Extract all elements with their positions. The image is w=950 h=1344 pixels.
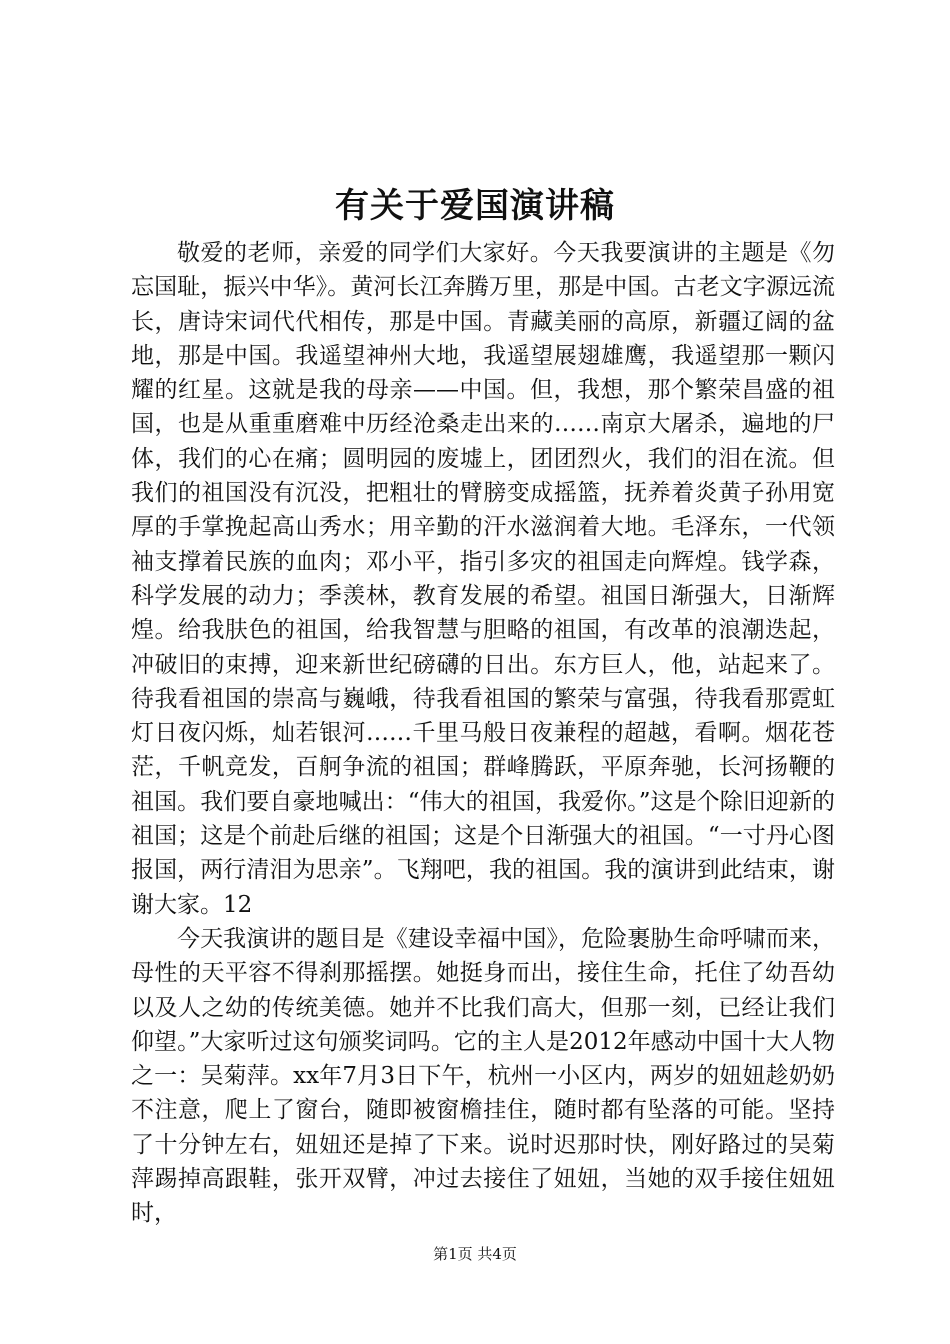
document-body <box>131 236 835 1231</box>
paragraph-1: 敬爱的老师，亲爱的同学们大家好。今天我要演讲的主题是《勿忘国耻，振兴中华》。黄河长江奔腾万里，那是中国。古老文字源远流长，唐诗宋词代代相传，那是中国。青藏美丽的高原，新疆辽阔的盆地，那是中国。我遥望神州大地，我遥望展翅雄鹰，我遥望那一颗闪耀的红星。这就是我的母亲——中国。但，我想，那个繁荣昌盛的祖国，也是从重重磨难中历经沧桑走出来的……南京大屠杀，遍地的尸体，我们的心在痛；圆明园的废墟上，团团烈火，我们的泪在流。但我们的祖国没有沉没，把粗壮的臂膀变成摇篮，抚养着炎黄子孙用宽厚的手掌挽起高山秀水；用辛勤的汗水滋润着大地。毛泽东，一代领袖支撑着民族的血肉；邓小平，指引多灾的祖国走向辉煌。钱学森，科学发展的动力；季羡林，教育发展的希望。祖国日渐强大，日渐辉煌。给我肤色的祖国，给我智慧与胆略的祖国，有改革的浪潮迭起，冲破旧的束搏，迎来新世纪磅礴的日出。东方巨人，他，站起来了。待我看祖国的崇高与巍峨，待我看祖国的繁荣与富强，待我看那霓虹灯日夜闪烁，灿若银河……千里马般日夜兼程的超越，看啊。烟花苍茫，千帆竞发，百舸争流的祖国；群峰腾跃，平原奔驰，长河扬鞭的祖国。我们要自豪地喊出：“伟大的祖国，我爱你。”这是个除旧迎新的祖国；这是个前赴后继的祖国；这是个日渐强大的祖国。“一寸丹心图报国，两行清泪为思亲”。飞翔吧，我的祖国。我的演讲到此结束，谢谢大家。12 <box>131 240 835 918</box>
paragraph-2: 今天我演讲的题目是《建设幸福中国》，危险裹胁生命呼啸而来，母性的天平容不得刹那摇摆。她挺身而出，接住生命，托住了幼吾幼以及人之幼的传统美德。她并不比我们高大，但那一刻，已经让我们仰望。”大家听过这句颁奖词吗。它的主人是2012年感动中国十大人物之一：吴菊萍。xx年7月3日下午，杭州一小区内，两岁的妞妞趁奶奶不注意，爬上了窗台，随即被窗檐挂住，随时都有坠落的可能。坚持了十分钟左右，妞妞还是掉了下来。说时迟那时快，刚好路过的吴菊萍踢掉高跟鞋，张开双臂，冲过去接住了妞妞，当她的双手接住妞妞时， <box>131 925 835 1227</box>
page-footer: 第1页 共4页 <box>433 1245 517 1263</box>
document-title: 有关于爱国演讲稿 <box>335 186 615 226</box>
